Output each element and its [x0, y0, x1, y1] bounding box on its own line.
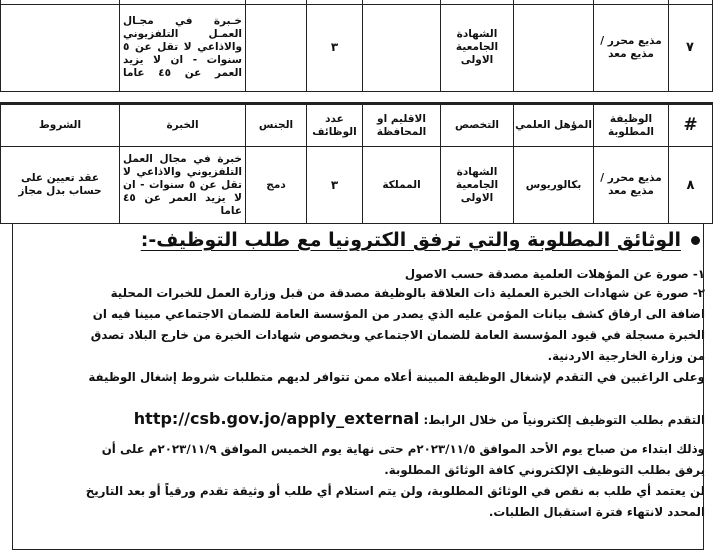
- doc-line: [12, 409, 705, 430]
- specialty: الشهادة الجامعية الاولى: [455, 165, 499, 204]
- qualification: بكالوريوس: [525, 178, 582, 191]
- documents-title: الوثائق المطلوبة والتي ترفق الكترونيا مع طلب التوظيف-:: [90, 229, 700, 251]
- job-title: مذيع محرر / مذيع معد: [600, 34, 662, 60]
- table-rule: [0, 0, 1, 92]
- section-border: [12, 224, 13, 550]
- header-job: الوظيفة المطلوبة: [608, 112, 654, 138]
- apply-link[interactable]: http://csb.gov.jo/apply_external: [133, 409, 420, 428]
- section-border: [703, 224, 704, 550]
- header-conditions: الشروط: [38, 119, 82, 131]
- doc-line: يرفق بطلب التوظيف الإلكتروني كافة الوثائق المطلوبة.: [384, 463, 705, 477]
- doc-line: وذلك ابتداء من صباح يوم الأحد الموافق ٢٠٢٣/١١/٥م حتى نهاية يوم الخميس الموافق ٢٠٢٣/١١/٩م على أن: [101, 442, 705, 456]
- doc-line: المحدد لانتهاء فترة استقبال الطلبات.: [488, 505, 705, 519]
- table-rule: [712, 0, 713, 92]
- header-experience: الخبرة: [166, 119, 199, 131]
- vacancy-count: ٣: [330, 40, 339, 54]
- header-count: عدد الوظائف: [312, 112, 357, 138]
- doc-line: وعلى الراغبين في التقدم لإشغال الوظيفة المبينة أعلاه ممن تتوافر لديهم متطلبات شروط إشغال الوظيفة: [88, 370, 705, 384]
- doc-line: ٢- صورة عن شهادات الخبرة العملية ذات العلاقة بالوظيفة مصدقة من قبل وزارة العمل للخبرات المحلية: [110, 286, 705, 300]
- header-gender: الجنس: [258, 119, 294, 131]
- table-rule: [712, 102, 713, 224]
- bullet-icon: [691, 236, 700, 245]
- gender: دمج: [266, 178, 286, 191]
- doc-line: الخبرة مسجلة في قيود المؤسسة العامة للضمان الاجتماعي وبخصوص شهادات الخبرة من خارج البلاد تصدق: [90, 328, 705, 342]
- header-region: الاقليم او المحافظة: [376, 112, 427, 138]
- table-rule: [513, 0, 514, 92]
- table-rule: [245, 0, 246, 92]
- doc-line: ١- صورة عن المؤهلات العلمية مصدقة حسب الاصول: [404, 267, 705, 281]
- doc-line: اضافة الى ارفاق كشف بيانات المؤمن عليه الذي يصدر من المؤسسة العامة للضمان الاجتماعي مبينا فيه ان: [92, 307, 705, 321]
- row-number: ٧: [686, 40, 694, 55]
- header-number: #: [683, 115, 698, 135]
- table-rule: [0, 223, 713, 224]
- specialty: الشهادة الجامعية الاولى: [455, 28, 499, 66]
- apply-text: التقدم بطلب التوظيف إلكترونياً من خلال الرابط:: [423, 413, 705, 427]
- job-title: مذيع محرر / مذيع معد: [600, 172, 662, 197]
- region: المملكة: [382, 178, 421, 191]
- conditions: عقد تعيين على حساب بدل مجاز: [18, 172, 102, 197]
- experience: خبرة في مجال العمل التلفزيوني والاذاعي لا تقل عن ٥ سنوات - ان لا يزيد العمر عن ٤٥ عاما: [123, 152, 242, 217]
- doc-line: من وزارة الخارجية الاردنية.: [547, 349, 705, 363]
- header-specialty: التخصص: [454, 119, 500, 131]
- doc-line: لن يعتمد أي طلب به نقص في الوثائق المطلوبة، ولن يتم استلام أي طلب أو وثيقة تقدم ورقياً أو بعد التاريخ: [85, 484, 705, 498]
- header-qualification: المؤهل العلمي: [515, 119, 592, 131]
- experience: خـبرة في مجـال العمـل التلفزيوني والاذاعي لا تقل عن ٥ سنوات - ان لا يزيد العمر عن ٤٥ عاما: [123, 15, 242, 79]
- section-border: [12, 549, 704, 550]
- table-rule: [0, 91, 713, 92]
- table-rule: [362, 0, 363, 92]
- row-number: ٨: [686, 177, 695, 193]
- vacancy-count: ٣: [330, 177, 339, 192]
